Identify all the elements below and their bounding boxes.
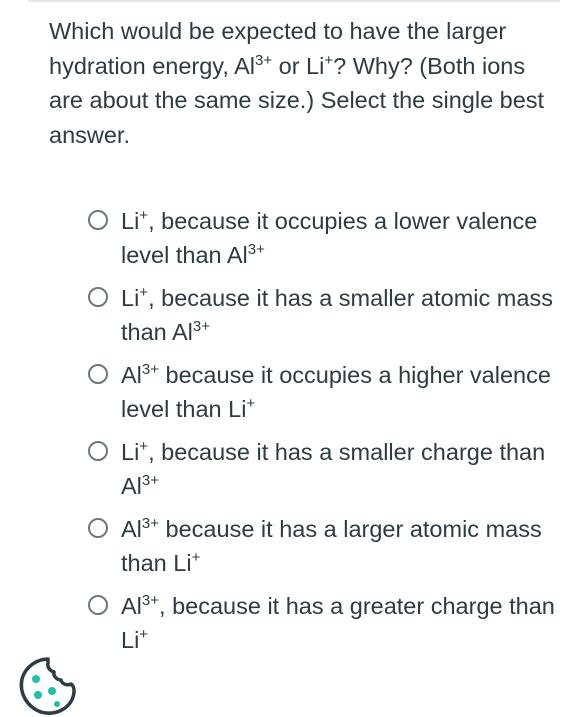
cookie-icon[interactable] [17, 655, 79, 717]
answer-option[interactable] [88, 435, 558, 503]
answer-option-label: Li+, because it has a smaller charge than $Al^{3+}$ [121, 438, 546, 499]
answer-option-label: Li+, because it occupies a lower valence level than $Al^{3+}$ [121, 207, 538, 268]
answer-option[interactable] [88, 512, 558, 580]
answer-option[interactable] [88, 204, 558, 272]
radio-button[interactable] [88, 518, 108, 538]
answer-option-label: $Al^{3+}$ because it occupies a higher valence level than Li+ [121, 361, 551, 422]
answer-option-label: $Al^{3+}$, because it has a greater charge than Li+ [121, 592, 555, 653]
radio-button[interactable] [88, 441, 108, 461]
question-part: Which would be expected to have the larger hydration energy, Al [49, 18, 507, 79]
answer-option[interactable] [88, 589, 558, 657]
top-divider [28, 0, 560, 2]
answer-option-label: Li+, because it has a smaller atomic mass than $Al^{3+}$ [121, 284, 553, 345]
answer-options [88, 204, 558, 666]
answer-option-label: $Al^{3+}$ because it has a larger atomic mass than Li+ [121, 515, 542, 576]
radio-button[interactable] [88, 595, 108, 615]
question-part: or Li [272, 52, 325, 79]
question-superscript: 3+ [254, 51, 273, 69]
radio-button[interactable] [88, 364, 108, 384]
answer-option[interactable] [88, 358, 558, 426]
question-superscript: + [324, 51, 334, 69]
question-part: ? Why? (Both ions are about the same size.) Select the single best answer. [49, 52, 545, 148]
radio-button[interactable] [88, 210, 108, 230]
radio-button[interactable] [88, 287, 108, 307]
answer-option[interactable] [88, 281, 558, 349]
question-text [49, 14, 559, 152]
